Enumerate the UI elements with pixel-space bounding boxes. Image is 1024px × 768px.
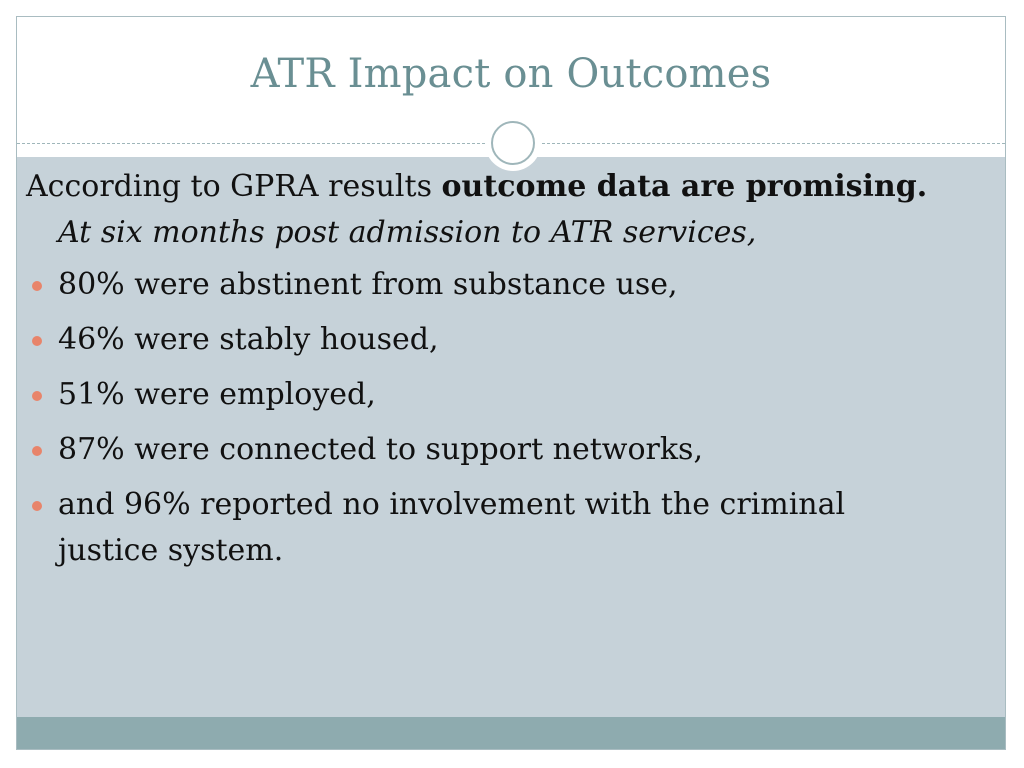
intro-bold: outcome data are promising. — [441, 169, 928, 204]
bullet-icon — [32, 336, 42, 346]
bullet-icon — [32, 281, 42, 291]
list-item — [26, 427, 946, 473]
list-item — [26, 262, 946, 308]
footer-band — [17, 717, 1005, 750]
bullet-text: 51% were employed, — [58, 377, 376, 412]
bullet-icon — [32, 501, 42, 511]
circle-ornament-icon — [485, 115, 541, 171]
bullet-icon — [32, 446, 42, 456]
slide-title: ATR Impact on Outcomes — [250, 51, 772, 97]
slide-body — [26, 164, 946, 583]
intro-paragraph — [26, 164, 946, 256]
list-item — [26, 372, 946, 418]
bullet-text: 87% were connected to support networks, — [58, 432, 703, 467]
list-item — [26, 317, 946, 363]
ring-icon — [491, 121, 535, 165]
list-item — [26, 482, 946, 574]
bullet-text: 46% were stably housed, — [58, 322, 439, 357]
intro-italic: At six months post admission to ATR services, — [58, 215, 757, 250]
bullet-text: and 96% reported no involvement with the criminal justice system. — [58, 487, 846, 568]
bullet-text: 80% were abstinent from substance use, — [58, 267, 678, 302]
bullet-list — [26, 262, 946, 574]
bullet-icon — [32, 391, 42, 401]
intro-lead: According to GPRA results — [26, 169, 442, 204]
